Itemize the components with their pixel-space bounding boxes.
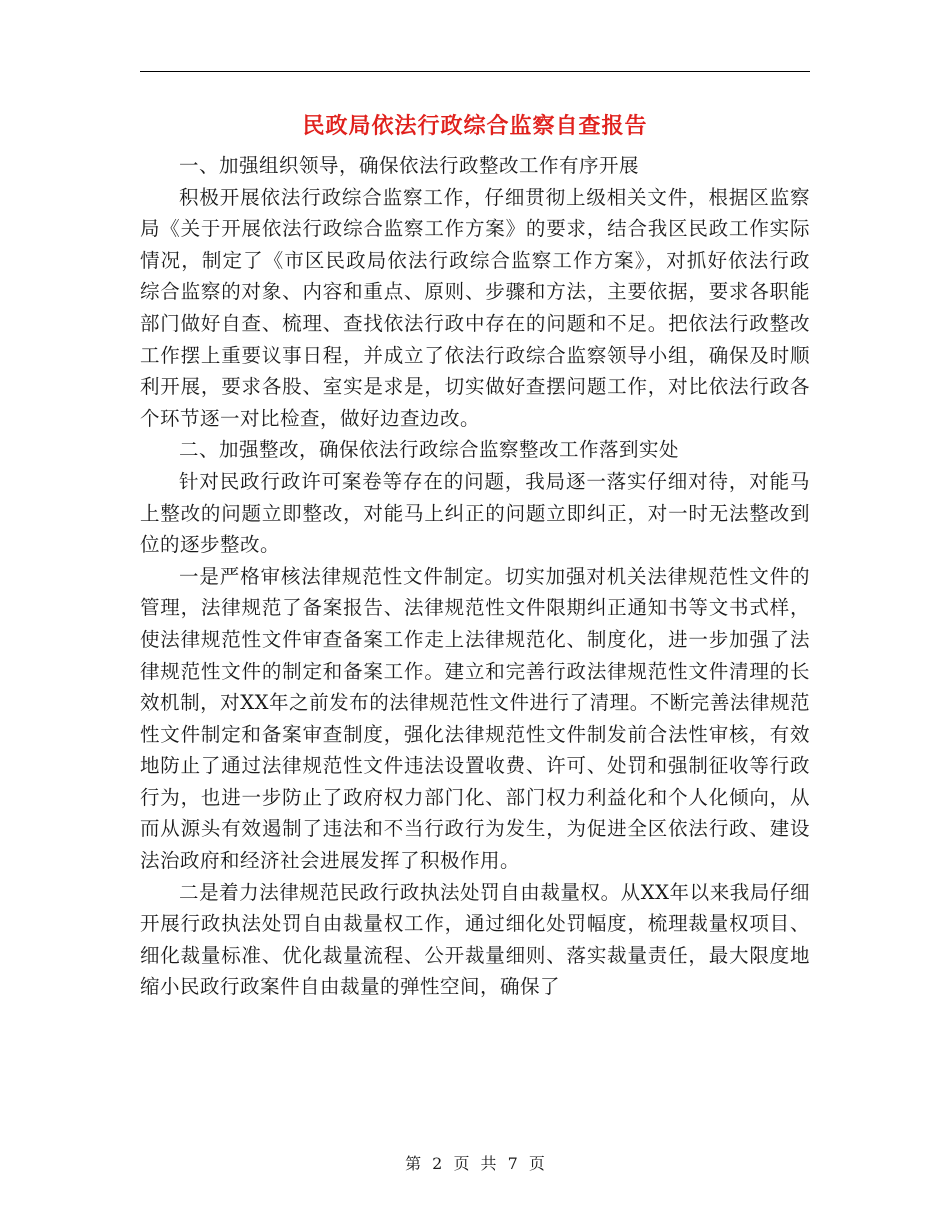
- page-number: 第 2 页 共 7 页: [405, 1154, 545, 1173]
- body-paragraph: 针对民政行政许可案卷等存在的问题，我局逐一落实仔细对待，对能马上整改的问题立即整改，对能马上纠正的问题立即纠正，对一时无法整改到位的逐步整改。: [140, 469, 810, 557]
- body-paragraph: 积极开展依法行政综合监察工作，仔细贯彻上级相关文件，根据区监察局《关于开展依法行政综合监察工作方案》的要求，结合我区民政工作实际情况，制定了《市区民政局依法行政综合监察工作方案》，对抓好依法行政综合监察的对象、内容和重点、原则、步骤和方法，主要依据，要求各职能部门做好自查、梳理、查找依法行政中存在的问题和不足。把依法行政整改工作摆上重要议事日程，并成立了依法行政综合监察领导小组，确保及时顺利开展，要求各股、室实是求是，切实做好查摆问题工作，对比依法行政各个环节逐一对比检查，做好边查边改。: [140, 185, 810, 430]
- body-paragraph: 一是严格审核法律规范性文件制定。切实加强对机关法律规范性文件的管理，法律规范了备案报告、法律规范性文件限期纠正通知书等文书式样，使法律规范性文件审查备案工作走上法律规范化、制度化，进一步加强了法律规范性文件的制定和备案工作。建立和完善行政法律规范性文件清理的长效机制，对XX年之前发布的法律规范性文件进行了清理。不断完善法律规范性文件制定和备案审查制度，强化法律规范性文件制发前合法性审核，有效地防止了通过法律规范性文件违法设置收费、许可、处罚和强制征收等行政行为，也进一步防止了政府权力部门化、部门权力利益化和个人化倾向，从而从源头有效遏制了违法和不当行政行为发生，为促进全区依法行政、建设法治政府和经济社会进展发挥了积极作用。: [140, 564, 810, 873]
- document-title: 民政局依法行政综合监察自查报告: [302, 113, 648, 139]
- section-heading-2: 二、加强整改，确保依法行政综合监察整改工作落到实处: [179, 438, 680, 462]
- document-body: [140, 150, 810, 1003]
- section-heading-1: 一、加强组织领导，确保依法行政整改工作有序开展: [179, 154, 640, 177]
- body-paragraph: 二是着力法律规范民政行政执法处罚自由裁量权。从XX年以来我局仔细开展行政执法处罚自由裁量权工作，通过细化处罚幅度，梳理裁量权项目、细化裁量标准、优化裁量流程、公开裁量细则、落实裁量责任，最大限度地缩小民政行政案件自由裁量的弹性空间，确保了: [140, 880, 810, 999]
- header-rule: [140, 71, 810, 72]
